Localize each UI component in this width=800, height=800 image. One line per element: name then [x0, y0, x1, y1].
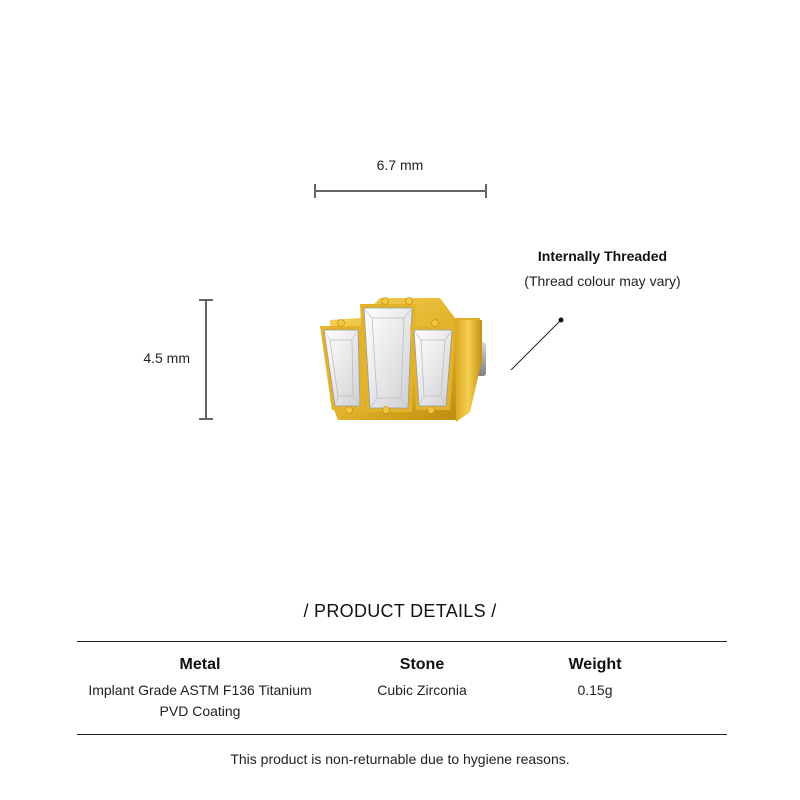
width-measure-line [315, 184, 486, 198]
weight-column [525, 656, 665, 701]
height-measure-line [199, 300, 213, 419]
baguette-stone-left [320, 326, 364, 410]
weight-heading: Weight [568, 656, 622, 673]
metal-column [80, 656, 320, 722]
product-details-title: / PRODUCT DETAILS / [303, 601, 497, 621]
baguette-stone-center [360, 304, 416, 412]
metal-heading: Metal [179, 656, 221, 673]
details-bottom-divider [77, 734, 727, 735]
baguette-stone-right [410, 326, 456, 410]
callout-pointer [511, 318, 564, 371]
stone-value: Cubic Zirconia [377, 682, 467, 698]
return-policy-note: This product is non-returnable due to hygiene reasons. [230, 751, 570, 767]
callout-subtitle: (Thread colour may vary) [524, 273, 681, 289]
width-dimension-label: 6.7 mm [376, 157, 424, 173]
details-top-divider [77, 641, 727, 642]
metal-value-line2: PVD Coating [159, 703, 241, 719]
metal-value-line1: Implant Grade ASTM F136 Titanium [88, 682, 312, 698]
earring-illustration [320, 298, 486, 423]
stone-column [322, 656, 522, 701]
callout-title: Internally Threaded [537, 248, 668, 264]
stone-heading: Stone [399, 656, 445, 673]
height-dimension-label: 4.5 mm [143, 350, 190, 366]
weight-value: 0.15g [577, 682, 613, 698]
